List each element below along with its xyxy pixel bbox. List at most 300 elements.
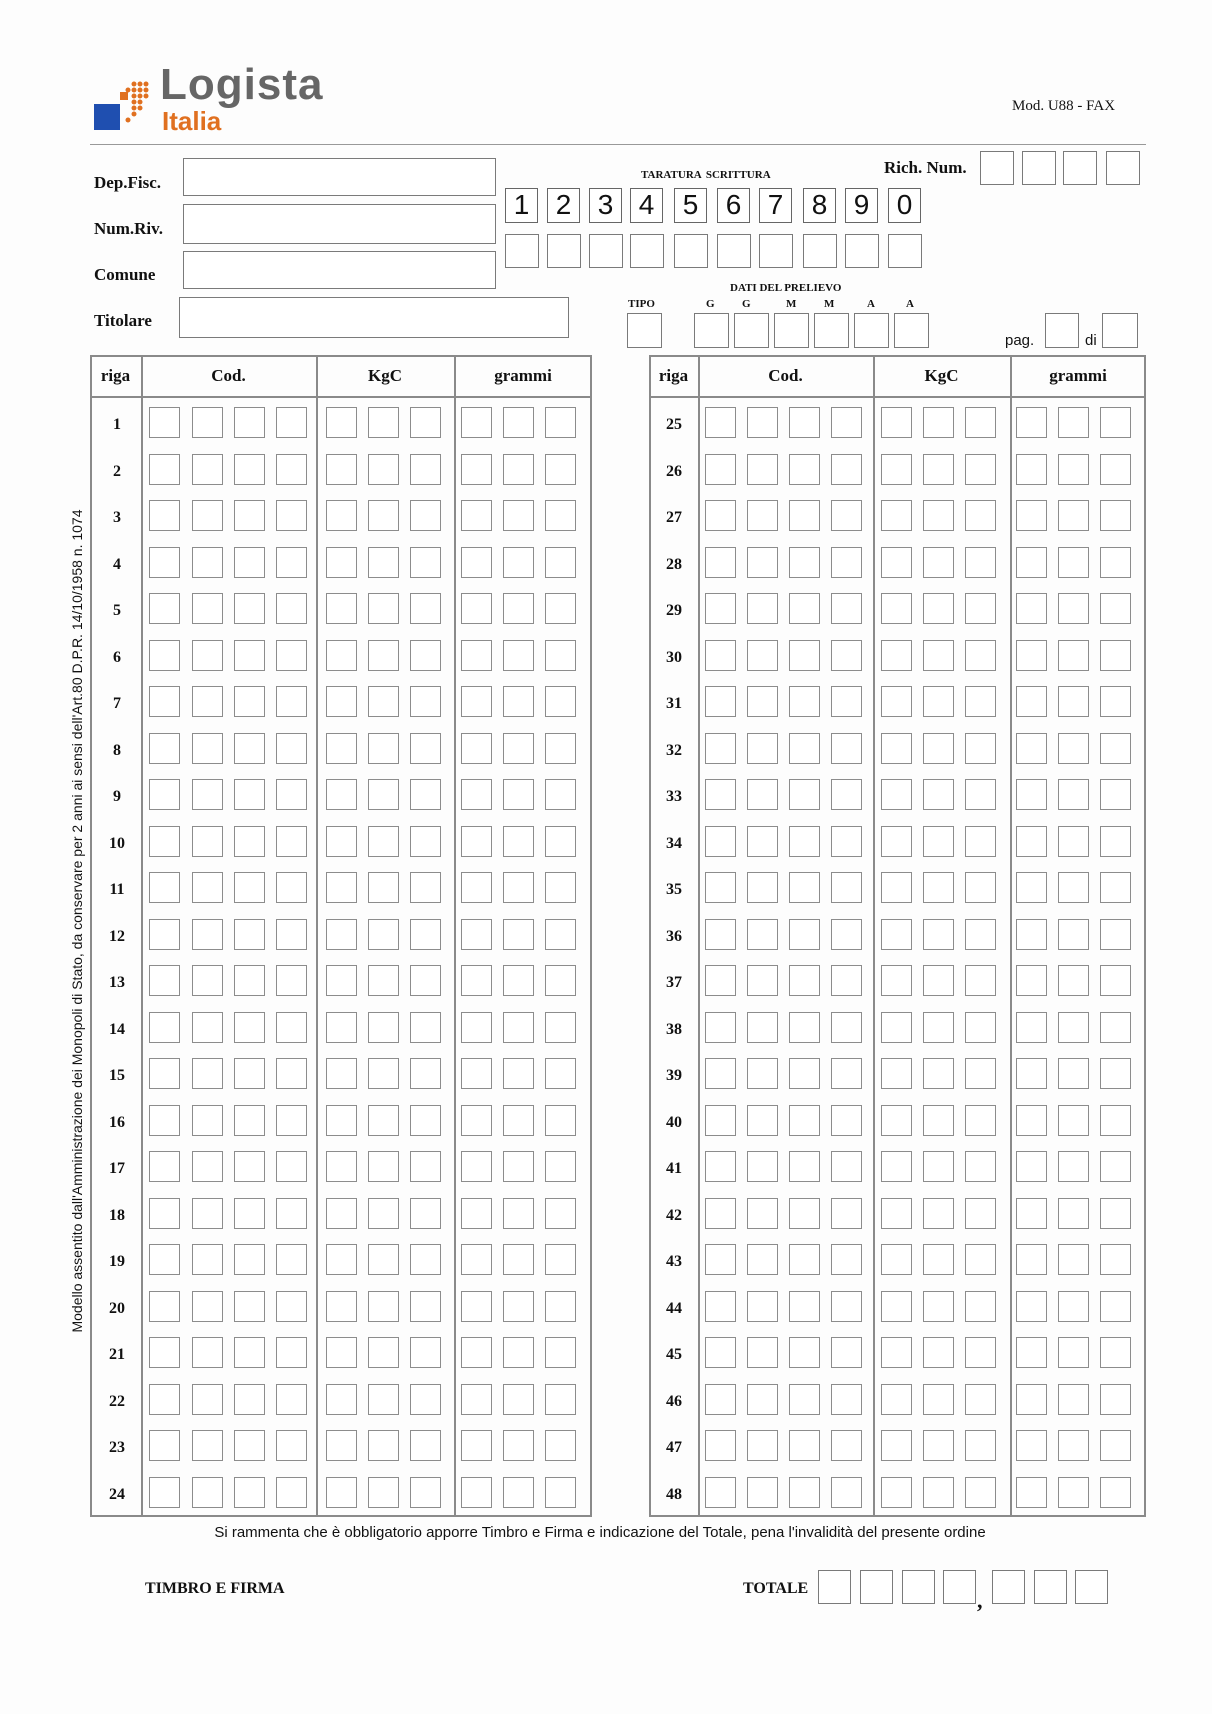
entry-cell[interactable] (410, 1151, 441, 1182)
entry-cell[interactable] (747, 454, 778, 485)
taratura-input-box[interactable] (674, 234, 708, 268)
entry-cell[interactable] (461, 640, 492, 671)
entry-cell[interactable] (276, 1105, 307, 1136)
entry-cell[interactable] (747, 1105, 778, 1136)
entry-cell[interactable] (410, 965, 441, 996)
entry-cell[interactable] (503, 593, 534, 624)
entry-cell[interactable] (503, 1012, 534, 1043)
entry-cell[interactable] (326, 826, 357, 857)
entry-cell[interactable] (705, 593, 736, 624)
entry-cell[interactable] (881, 1058, 912, 1089)
entry-cell[interactable] (1016, 640, 1047, 671)
entry-cell[interactable] (1016, 407, 1047, 438)
entry-cell[interactable] (881, 640, 912, 671)
entry-cell[interactable] (881, 1198, 912, 1229)
entry-cell[interactable] (789, 500, 820, 531)
entry-cell[interactable] (831, 1244, 862, 1275)
entry-cell[interactable] (881, 1105, 912, 1136)
entry-cell[interactable] (1016, 1012, 1047, 1043)
entry-cell[interactable] (276, 1337, 307, 1368)
entry-cell[interactable] (747, 1012, 778, 1043)
entry-cell[interactable] (410, 686, 441, 717)
entry-cell[interactable] (789, 454, 820, 485)
entry-cell[interactable] (326, 1430, 357, 1461)
entry-cell[interactable] (276, 686, 307, 717)
entry-cell[interactable] (705, 826, 736, 857)
entry-cell[interactable] (1016, 733, 1047, 764)
taratura-input-box[interactable] (803, 234, 837, 268)
entry-cell[interactable] (705, 1430, 736, 1461)
entry-cell[interactable] (234, 1337, 265, 1368)
entry-cell[interactable] (923, 779, 954, 810)
entry-cell[interactable] (410, 1058, 441, 1089)
entry-cell[interactable] (503, 919, 534, 950)
entry-cell[interactable] (1058, 1477, 1089, 1508)
entry-cell[interactable] (326, 1477, 357, 1508)
entry-cell[interactable] (192, 547, 223, 578)
entry-cell[interactable] (923, 1058, 954, 1089)
entry-cell[interactable] (276, 500, 307, 531)
entry-cell[interactable] (705, 1105, 736, 1136)
entry-cell[interactable] (1016, 593, 1047, 624)
entry-cell[interactable] (461, 686, 492, 717)
entry-cell[interactable] (1016, 547, 1047, 578)
entry-cell[interactable] (1100, 733, 1131, 764)
entry-cell[interactable] (461, 1151, 492, 1182)
entry-cell[interactable] (503, 1244, 534, 1275)
entry-cell[interactable] (461, 1012, 492, 1043)
entry-cell[interactable] (1016, 1198, 1047, 1229)
entry-cell[interactable] (923, 1244, 954, 1275)
entry-cell[interactable] (789, 779, 820, 810)
entry-cell[interactable] (545, 1291, 576, 1322)
entry-cell[interactable] (747, 1151, 778, 1182)
entry-cell[interactable] (789, 547, 820, 578)
entry-cell[interactable] (276, 1244, 307, 1275)
entry-cell[interactable] (705, 1337, 736, 1368)
entry-cell[interactable] (1058, 640, 1089, 671)
entry-cell[interactable] (503, 1384, 534, 1415)
entry-cell[interactable] (149, 1012, 180, 1043)
entry-cell[interactable] (1100, 1244, 1131, 1275)
entry-cell[interactable] (789, 826, 820, 857)
entry-cell[interactable] (149, 965, 180, 996)
entry-cell[interactable] (503, 1151, 534, 1182)
entry-cell[interactable] (1100, 1291, 1131, 1322)
entry-cell[interactable] (1058, 1291, 1089, 1322)
entry-cell[interactable] (831, 686, 862, 717)
entry-cell[interactable] (1058, 407, 1089, 438)
entry-cell[interactable] (1100, 965, 1131, 996)
entry-cell[interactable] (747, 593, 778, 624)
entry-cell[interactable] (789, 919, 820, 950)
entry-cell[interactable] (545, 640, 576, 671)
entry-cell[interactable] (1058, 1198, 1089, 1229)
entry-cell[interactable] (789, 1198, 820, 1229)
entry-cell[interactable] (192, 1291, 223, 1322)
entry-cell[interactable] (461, 593, 492, 624)
entry-cell[interactable] (545, 686, 576, 717)
entry-cell[interactable] (965, 500, 996, 531)
entry-cell[interactable] (461, 407, 492, 438)
entry-cell[interactable] (923, 500, 954, 531)
taratura-input-box[interactable] (717, 234, 751, 268)
entry-cell[interactable] (192, 919, 223, 950)
entry-cell[interactable] (368, 407, 399, 438)
entry-cell[interactable] (747, 826, 778, 857)
entry-cell[interactable] (368, 1151, 399, 1182)
entry-cell[interactable] (1016, 500, 1047, 531)
entry-cell[interactable] (276, 779, 307, 810)
entry-cell[interactable] (410, 640, 441, 671)
totale-box[interactable] (992, 1570, 1025, 1604)
entry-cell[interactable] (1100, 779, 1131, 810)
entry-cell[interactable] (747, 1384, 778, 1415)
prelievo-box[interactable] (694, 313, 729, 348)
entry-cell[interactable] (503, 407, 534, 438)
entry-cell[interactable] (276, 1477, 307, 1508)
entry-cell[interactable] (747, 1198, 778, 1229)
entry-cell[interactable] (1058, 1430, 1089, 1461)
prelievo-box[interactable] (814, 313, 849, 348)
entry-cell[interactable] (410, 1291, 441, 1322)
entry-cell[interactable] (368, 1291, 399, 1322)
entry-cell[interactable] (149, 1291, 180, 1322)
entry-cell[interactable] (705, 1151, 736, 1182)
entry-cell[interactable] (149, 1244, 180, 1275)
entry-cell[interactable] (234, 1198, 265, 1229)
entry-cell[interactable] (503, 454, 534, 485)
entry-cell[interactable] (276, 593, 307, 624)
entry-cell[interactable] (965, 1337, 996, 1368)
entry-cell[interactable] (503, 872, 534, 903)
entry-cell[interactable] (368, 1430, 399, 1461)
entry-cell[interactable] (503, 1337, 534, 1368)
entry-cell[interactable] (831, 1477, 862, 1508)
entry-cell[interactable] (503, 733, 534, 764)
entry-cell[interactable] (276, 1012, 307, 1043)
entry-cell[interactable] (545, 1012, 576, 1043)
entry-cell[interactable] (881, 1151, 912, 1182)
entry-cell[interactable] (149, 1151, 180, 1182)
entry-cell[interactable] (545, 407, 576, 438)
entry-cell[interactable] (368, 965, 399, 996)
entry-cell[interactable] (503, 686, 534, 717)
entry-cell[interactable] (789, 1477, 820, 1508)
entry-cell[interactable] (234, 1244, 265, 1275)
entry-cell[interactable] (234, 407, 265, 438)
entry-cell[interactable] (276, 965, 307, 996)
entry-cell[interactable] (747, 686, 778, 717)
entry-cell[interactable] (234, 779, 265, 810)
entry-cell[interactable] (326, 454, 357, 485)
entry-cell[interactable] (1058, 454, 1089, 485)
entry-cell[interactable] (789, 593, 820, 624)
entry-cell[interactable] (747, 872, 778, 903)
entry-cell[interactable] (747, 640, 778, 671)
entry-cell[interactable] (1016, 779, 1047, 810)
entry-cell[interactable] (965, 826, 996, 857)
entry-cell[interactable] (192, 454, 223, 485)
entry-cell[interactable] (1016, 454, 1047, 485)
entry-cell[interactable] (789, 733, 820, 764)
entry-cell[interactable] (410, 872, 441, 903)
entry-cell[interactable] (881, 826, 912, 857)
entry-cell[interactable] (545, 733, 576, 764)
entry-cell[interactable] (545, 1477, 576, 1508)
entry-cell[interactable] (1016, 872, 1047, 903)
entry-cell[interactable] (276, 640, 307, 671)
entry-cell[interactable] (1016, 686, 1047, 717)
entry-cell[interactable] (234, 547, 265, 578)
entry-cell[interactable] (831, 547, 862, 578)
entry-cell[interactable] (965, 1291, 996, 1322)
entry-cell[interactable] (1100, 640, 1131, 671)
rich-num-box[interactable] (1063, 151, 1097, 185)
entry-cell[interactable] (192, 1430, 223, 1461)
totale-box[interactable] (1075, 1570, 1108, 1604)
entry-cell[interactable] (1058, 1337, 1089, 1368)
rich-num-box[interactable] (1106, 151, 1140, 185)
entry-cell[interactable] (1100, 1198, 1131, 1229)
entry-cell[interactable] (1016, 919, 1047, 950)
entry-cell[interactable] (831, 733, 862, 764)
entry-cell[interactable] (1100, 1384, 1131, 1415)
entry-cell[interactable] (1100, 593, 1131, 624)
entry-cell[interactable] (149, 779, 180, 810)
entry-cell[interactable] (545, 593, 576, 624)
entry-cell[interactable] (747, 1477, 778, 1508)
entry-cell[interactable] (1058, 779, 1089, 810)
totale-box[interactable] (902, 1570, 935, 1604)
entry-cell[interactable] (1016, 1430, 1047, 1461)
entry-cell[interactable] (276, 1198, 307, 1229)
entry-cell[interactable] (705, 733, 736, 764)
entry-cell[interactable] (461, 1477, 492, 1508)
entry-cell[interactable] (923, 1105, 954, 1136)
entry-cell[interactable] (503, 1430, 534, 1461)
entry-cell[interactable] (234, 733, 265, 764)
entry-cell[interactable] (1100, 1477, 1131, 1508)
entry-cell[interactable] (747, 965, 778, 996)
entry-cell[interactable] (276, 1151, 307, 1182)
taratura-input-box[interactable] (888, 234, 922, 268)
entry-cell[interactable] (410, 1384, 441, 1415)
entry-cell[interactable] (705, 407, 736, 438)
entry-cell[interactable] (881, 1012, 912, 1043)
entry-cell[interactable] (1100, 1058, 1131, 1089)
entry-cell[interactable] (192, 1198, 223, 1229)
entry-cell[interactable] (192, 1012, 223, 1043)
entry-cell[interactable] (831, 1058, 862, 1089)
entry-cell[interactable] (410, 1198, 441, 1229)
entry-cell[interactable] (149, 1384, 180, 1415)
entry-cell[interactable] (1058, 1384, 1089, 1415)
entry-cell[interactable] (747, 779, 778, 810)
entry-cell[interactable] (368, 1384, 399, 1415)
entry-cell[interactable] (461, 779, 492, 810)
entry-cell[interactable] (923, 547, 954, 578)
entry-cell[interactable] (545, 1244, 576, 1275)
entry-cell[interactable] (192, 1337, 223, 1368)
entry-cell[interactable] (705, 779, 736, 810)
entry-cell[interactable] (831, 454, 862, 485)
entry-cell[interactable] (326, 407, 357, 438)
entry-cell[interactable] (923, 1012, 954, 1043)
entry-cell[interactable] (149, 1337, 180, 1368)
entry-cell[interactable] (747, 1430, 778, 1461)
entry-cell[interactable] (923, 1384, 954, 1415)
entry-cell[interactable] (149, 1430, 180, 1461)
taratura-input-box[interactable] (547, 234, 581, 268)
entry-cell[interactable] (831, 919, 862, 950)
entry-cell[interactable] (1016, 1105, 1047, 1136)
entry-cell[interactable] (149, 1105, 180, 1136)
entry-cell[interactable] (1100, 500, 1131, 531)
totale-box[interactable] (860, 1570, 893, 1604)
entry-cell[interactable] (705, 1012, 736, 1043)
rich-num-box[interactable] (980, 151, 1014, 185)
taratura-input-box[interactable] (630, 234, 664, 268)
taratura-input-box[interactable] (505, 234, 539, 268)
entry-cell[interactable] (881, 1430, 912, 1461)
entry-cell[interactable] (1016, 1477, 1047, 1508)
entry-cell[interactable] (1100, 1151, 1131, 1182)
entry-cell[interactable] (705, 1477, 736, 1508)
entry-cell[interactable] (965, 454, 996, 485)
entry-cell[interactable] (1058, 733, 1089, 764)
entry-cell[interactable] (1058, 1012, 1089, 1043)
entry-cell[interactable] (368, 1058, 399, 1089)
entry-cell[interactable] (368, 1105, 399, 1136)
entry-cell[interactable] (326, 872, 357, 903)
entry-cell[interactable] (326, 1151, 357, 1182)
entry-cell[interactable] (410, 1105, 441, 1136)
entry-cell[interactable] (881, 1337, 912, 1368)
entry-cell[interactable] (789, 407, 820, 438)
entry-cell[interactable] (831, 593, 862, 624)
entry-cell[interactable] (503, 1198, 534, 1229)
entry-cell[interactable] (410, 407, 441, 438)
entry-cell[interactable] (545, 1430, 576, 1461)
entry-cell[interactable] (234, 686, 265, 717)
entry-cell[interactable] (545, 919, 576, 950)
entry-cell[interactable] (368, 1477, 399, 1508)
entry-cell[interactable] (1058, 593, 1089, 624)
entry-cell[interactable] (1058, 965, 1089, 996)
entry-cell[interactable] (276, 1291, 307, 1322)
entry-cell[interactable] (923, 1430, 954, 1461)
entry-cell[interactable] (149, 407, 180, 438)
entry-cell[interactable] (326, 1012, 357, 1043)
entry-cell[interactable] (368, 454, 399, 485)
entry-cell[interactable] (831, 1337, 862, 1368)
entry-cell[interactable] (705, 872, 736, 903)
entry-cell[interactable] (149, 500, 180, 531)
entry-cell[interactable] (192, 1477, 223, 1508)
entry-cell[interactable] (965, 1198, 996, 1229)
entry-cell[interactable] (461, 1291, 492, 1322)
entry-cell[interactable] (276, 547, 307, 578)
entry-cell[interactable] (965, 1151, 996, 1182)
entry-cell[interactable] (789, 1384, 820, 1415)
entry-cell[interactable] (410, 1477, 441, 1508)
entry-cell[interactable] (831, 1012, 862, 1043)
entry-cell[interactable] (276, 454, 307, 485)
entry-cell[interactable] (1016, 1337, 1047, 1368)
entry-cell[interactable] (789, 1337, 820, 1368)
dep-fisc-input[interactable] (183, 158, 496, 196)
entry-cell[interactable] (881, 965, 912, 996)
entry-cell[interactable] (1058, 1058, 1089, 1089)
entry-cell[interactable] (234, 1105, 265, 1136)
entry-cell[interactable] (368, 500, 399, 531)
entry-cell[interactable] (149, 640, 180, 671)
entry-cell[interactable] (923, 1337, 954, 1368)
entry-cell[interactable] (881, 407, 912, 438)
entry-cell[interactable] (965, 1430, 996, 1461)
entry-cell[interactable] (326, 1198, 357, 1229)
entry-cell[interactable] (234, 1477, 265, 1508)
entry-cell[interactable] (1058, 1151, 1089, 1182)
entry-cell[interactable] (149, 547, 180, 578)
entry-cell[interactable] (234, 872, 265, 903)
entry-cell[interactable] (965, 686, 996, 717)
entry-cell[interactable] (545, 965, 576, 996)
entry-cell[interactable] (368, 1337, 399, 1368)
entry-cell[interactable] (789, 1291, 820, 1322)
entry-cell[interactable] (1016, 826, 1047, 857)
titolare-input[interactable] (179, 297, 569, 338)
entry-cell[interactable] (545, 1337, 576, 1368)
entry-cell[interactable] (881, 547, 912, 578)
taratura-input-box[interactable] (589, 234, 623, 268)
prelievo-box[interactable] (854, 313, 889, 348)
entry-cell[interactable] (1100, 1105, 1131, 1136)
entry-cell[interactable] (923, 640, 954, 671)
entry-cell[interactable] (831, 779, 862, 810)
entry-cell[interactable] (410, 500, 441, 531)
entry-cell[interactable] (461, 826, 492, 857)
entry-cell[interactable] (234, 1384, 265, 1415)
entry-cell[interactable] (965, 593, 996, 624)
entry-cell[interactable] (1100, 1012, 1131, 1043)
entry-cell[interactable] (881, 1291, 912, 1322)
entry-cell[interactable] (1058, 500, 1089, 531)
entry-cell[interactable] (747, 547, 778, 578)
entry-cell[interactable] (276, 872, 307, 903)
entry-cell[interactable] (881, 686, 912, 717)
entry-cell[interactable] (923, 965, 954, 996)
entry-cell[interactable] (234, 454, 265, 485)
entry-cell[interactable] (1016, 965, 1047, 996)
entry-cell[interactable] (1100, 872, 1131, 903)
entry-cell[interactable] (461, 454, 492, 485)
entry-cell[interactable] (234, 1012, 265, 1043)
entry-cell[interactable] (368, 733, 399, 764)
entry-cell[interactable] (1058, 1105, 1089, 1136)
entry-cell[interactable] (881, 1384, 912, 1415)
entry-cell[interactable] (1016, 1244, 1047, 1275)
entry-cell[interactable] (923, 733, 954, 764)
entry-cell[interactable] (503, 547, 534, 578)
taratura-input-box[interactable] (845, 234, 879, 268)
entry-cell[interactable] (410, 454, 441, 485)
entry-cell[interactable] (368, 640, 399, 671)
entry-cell[interactable] (461, 1105, 492, 1136)
totale-box[interactable] (818, 1570, 851, 1604)
entry-cell[interactable] (503, 1105, 534, 1136)
